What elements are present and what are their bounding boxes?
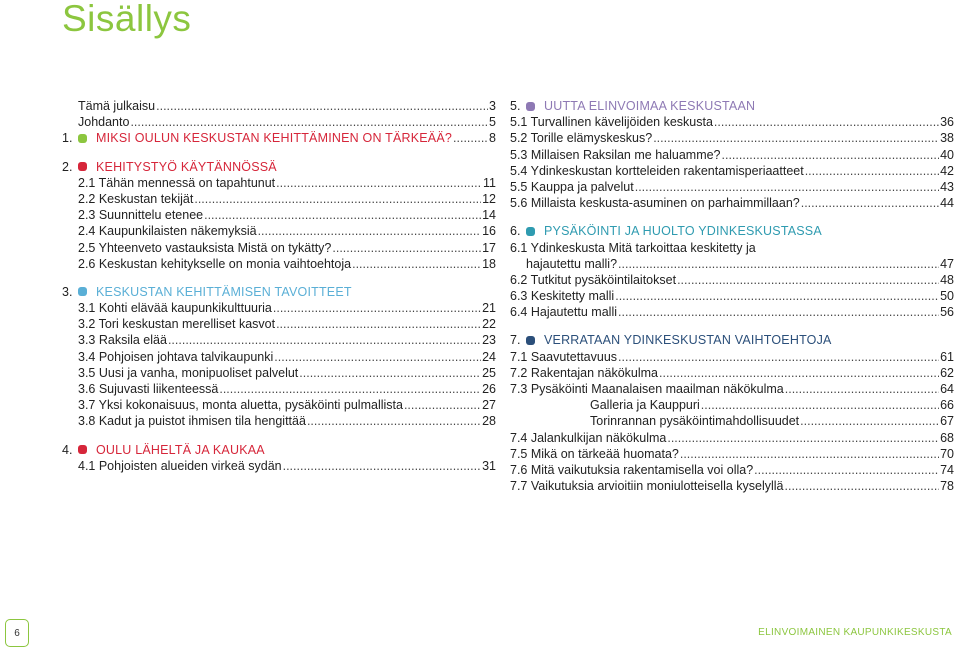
toc-entry[interactable]: 3.5 Uusi ja vanha, monipuoliset palvelut ..... 25 [62,365,496,381]
toc-entry[interactable]: 6.4 Hajautettu malli ..... 56 [510,304,954,320]
toc-entry[interactable]: 3.6 Sujuvasti liikenteessä ..... 26 [62,381,496,397]
toc-entry[interactable]: 6.2 Tutkitut pysäköintilaitokset ..... 48 [510,272,954,288]
toc-entry[interactable]: 3.2 Tori keskustan merelliset kasvot ..... 22 [62,316,496,332]
toc-section-7-heading[interactable]: 7. VERRATAAN YDINKESKUSTAN VAIHTOEHTOJA [510,333,832,348]
section-bullet-icon [78,287,87,296]
page-number-badge: 6 [5,619,29,647]
toc-entry[interactable]: 7.1 Saavutettavuus ..... 61 [510,349,954,365]
section-bullet-icon [526,102,535,111]
toc-section-2-heading[interactable]: 2. KEHITYSTYÖ KÄYTÄNNÖSSÄ [62,159,277,174]
footer-publication-title: ELINVOIMAINEN KAUPUNKIKESKUSTA [758,627,952,638]
toc-entry[interactable]: 5.3 Millaisen Raksilan me haluamme? ..... 40 [510,147,954,163]
toc-entry-line1[interactable]: 6.1 Ydinkeskusta Mitä tarkoittaa keskitetty ja [510,240,756,255]
toc-entry[interactable]: 7.7 Vaikutuksia arvioitiin moniulotteisella kyselyllä ..... 78 [510,478,954,494]
toc-entry[interactable]: 3.4 Pohjoisen johtava talvikaupunki ..... 24 [62,349,496,365]
page-title: Sisällys [62,0,192,39]
section-bullet-icon [78,162,87,171]
toc-section-5-heading[interactable]: 5. UUTTA ELINVOIMAA KESKUSTAAN [510,99,756,113]
toc-entry[interactable]: 7.6 Mitä vaikutuksia rakentamisella voi olla? ..... 74 [510,462,954,478]
toc-entry[interactable]: 5.5 Kauppa ja palvelut ..... 43 [510,179,954,195]
toc-right-column [510,98,954,494]
toc-entry[interactable]: 5.6 Millaista keskusta-asuminen on parhaimmillaan? ..... 44 [510,195,954,211]
toc-section-6-heading[interactable]: 6. PYSÄKÖINTI JA HUOLTO YDINKESKUSTASSA [510,224,822,239]
toc-entry[interactable]: Johdanto ..... 5 [62,114,496,130]
toc-entry[interactable]: Tämä julkaisu ..... 3 [62,98,496,114]
toc-entry[interactable]: 3.3 Raksila elää ..... 23 [62,332,496,348]
toc-entry[interactable]: 2.1 Tähän mennessä on tapahtunut ..... 11 [62,175,496,191]
toc-entry[interactable]: 4.1 Pohjoisten alueiden virkeä sydän ..... 31 [62,458,496,474]
toc-section-3-heading[interactable]: 3. KESKUSTAN KEHITTÄMISEN TAVOITTEET [62,284,352,299]
toc-entry[interactable]: 2.2 Keskustan tekijät ..... 12 [62,191,496,207]
section-bullet-icon [526,336,535,345]
toc-entry[interactable]: 7.2 Rakentajan näkökulma ..... 62 [510,365,954,381]
toc-entry[interactable]: 3.1 Kohti elävää kaupunkikulttuuria ..... 21 [62,300,496,316]
toc-entry[interactable]: 2.4 Kaupunkilaisten näkemyksiä ..... 16 [62,223,496,239]
toc-section-4-heading[interactable]: 4. OULU LÄHELTÄ JA KAUKAA [62,442,265,457]
toc-entry[interactable]: 2.6 Keskustan kehitykselle on monia vaihtoehtoja ..... 18 [62,256,496,272]
toc-left-column [62,98,496,474]
toc-subentry[interactable]: Galleria ja Kauppuri ..... 66 [510,397,954,413]
section-bullet-icon [526,227,535,236]
toc-entry[interactable]: 3.8 Kadut ja puistot ihmisen tila hengittää ..... 28 [62,413,496,429]
toc-entry[interactable]: 3.7 Yksi kokonaisuus, monta aluetta, pysäköinti pulmallista ..... 27 [62,397,496,413]
toc-entry[interactable]: 6.3 Keskitetty malli ..... 50 [510,288,954,304]
toc-subentry[interactable]: Torinrannan pysäköintimahdollisuudet ..... 67 [510,413,954,429]
toc-entry[interactable]: 2.5 Yhteenveto vastauksista Mistä on tykätty? ..... 17 [62,240,496,256]
toc-entry[interactable]: 7.4 Jalankulkijan näkökulma ..... 68 [510,430,954,446]
toc-entry[interactable]: 5.1 Turvallinen kävelijöiden keskusta ..... 36 [510,114,954,130]
toc-entry[interactable]: 5.2 Torille elämyskeskus? ..... 38 [510,130,954,146]
section-bullet-icon [78,445,87,454]
toc-entry[interactable]: 7.3 Pysäköinti Maanalaisen maailman näkökulma ..... 64 [510,381,954,397]
toc-entry[interactable]: hajautettu malli? ..... 47 [510,256,954,272]
toc-entry[interactable]: 5.4 Ydinkeskustan kortteleiden rakentamisperiaatteet ..... 42 [510,163,954,179]
toc-section-1[interactable]: 1. MIKSI OULUN KESKUSTAN KEHITTÄMINEN ON TÄRKEÄÄ? ..... 8 [62,130,496,146]
section-bullet-icon [78,134,87,143]
toc-entry[interactable]: 7.5 Mikä on tärkeää huomata? ..... 70 [510,446,954,462]
toc-entry[interactable]: 2.3 Suunnittelu etenee ..... 14 [62,207,496,223]
